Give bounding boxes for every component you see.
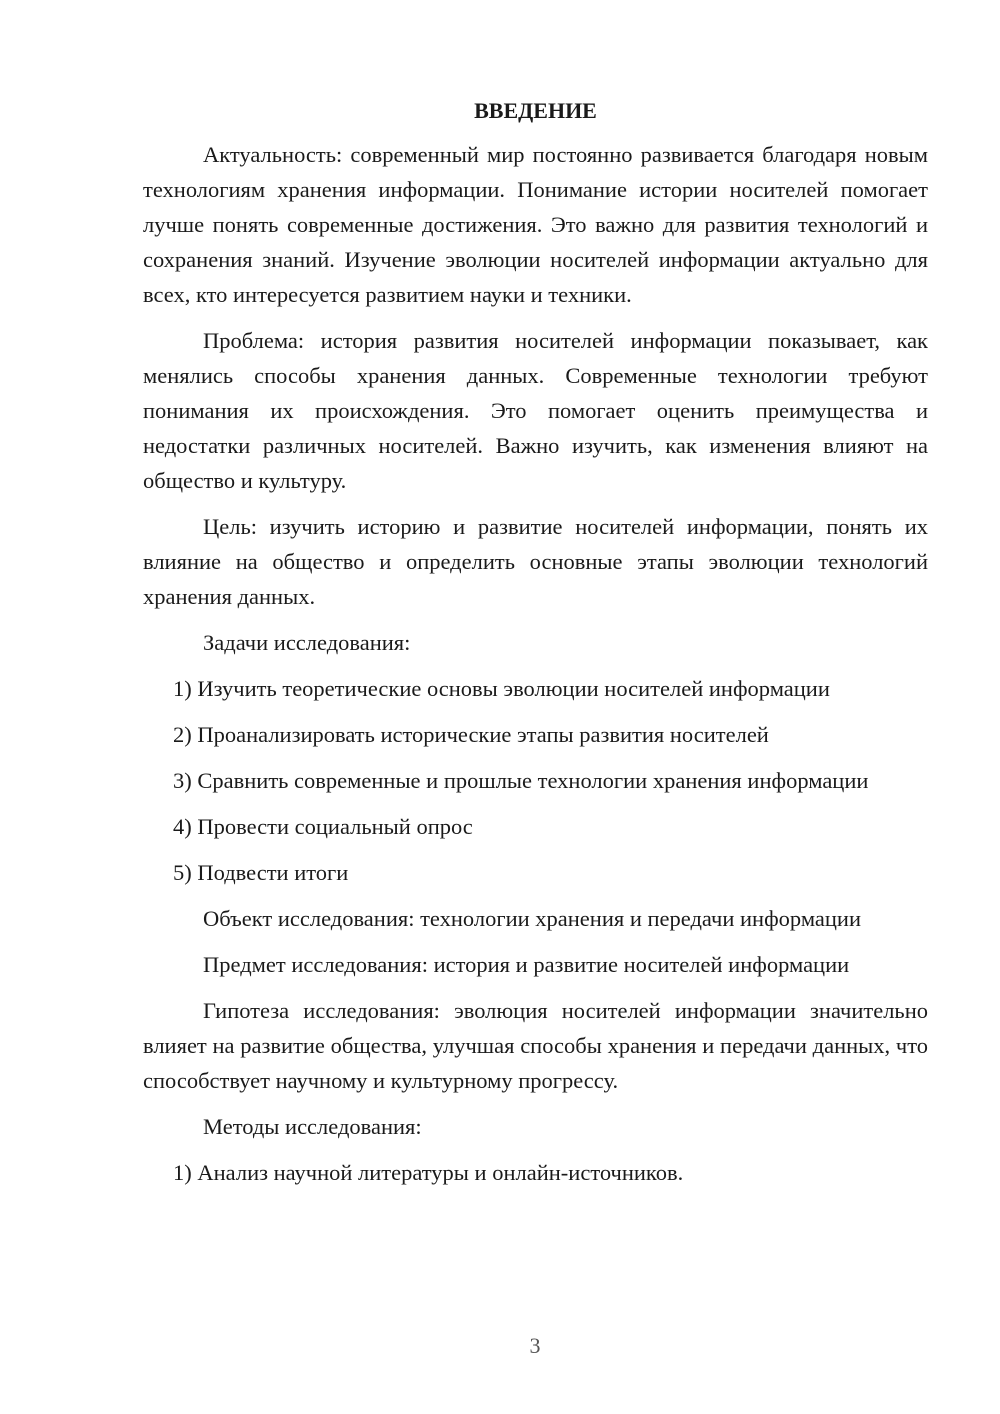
hypothesis-paragraph: Гипотеза исследования: эволюция носителей информации значительно влияет на развитие общества, улучшая способы хранения и передачи данных, что способствует научному и культурному прогрессу.	[143, 998, 928, 1093]
goal-paragraph: Цель: изучить историю и развитие носителей информации, понять их влияние на общество и определить основные этапы эволюции технологий хранения данных.	[143, 514, 928, 609]
task-item-1: 1) Изучить теоретические основы эволюции носителей информации	[173, 676, 830, 701]
task-item-5: 5) Подвести итоги	[173, 860, 349, 885]
tasks-heading: Задачи исследования:	[203, 630, 411, 655]
page-content	[143, 96, 928, 1201]
page-number: 3	[529, 1333, 541, 1358]
problem-paragraph: Проблема: история развития носителей информации показывает, как менялись способы хранения данных. Современные технологии требуют понимания их происхождения. Это помогает оценить преимущества и недостатки различных носителей. Важно изучить, как изменения влияют на общество и культуру.	[143, 328, 928, 493]
object-paragraph: Объект исследования: технологии хранения и передачи информации	[203, 906, 862, 931]
subject-paragraph: Предмет исследования: история и развитие носителей информации	[203, 952, 850, 977]
section-heading: ВВЕДЕНИЕ	[474, 98, 597, 123]
task-item-2: 2) Проанализировать исторические этапы развития носителей	[173, 722, 769, 747]
method-item-1: 1) Анализ научной литературы и онлайн-источников.	[173, 1160, 684, 1185]
task-item-3: 3) Сравнить современные и прошлые технологии хранения информации	[173, 768, 869, 793]
methods-heading: Методы исследования:	[203, 1114, 422, 1139]
task-item-4: 4) Провести социальный опрос	[173, 814, 473, 839]
relevance-paragraph: Актуальность: современный мир постоянно развивается благодаря новым технологиям хранения информации. Понимание истории носителей помогает лучше понять современные достижения. Это важно для развития технологий и сохранения знаний. Изучение эволюции носителей информации актуально для всех, кто интересуется развитием науки и техники.	[143, 142, 928, 307]
